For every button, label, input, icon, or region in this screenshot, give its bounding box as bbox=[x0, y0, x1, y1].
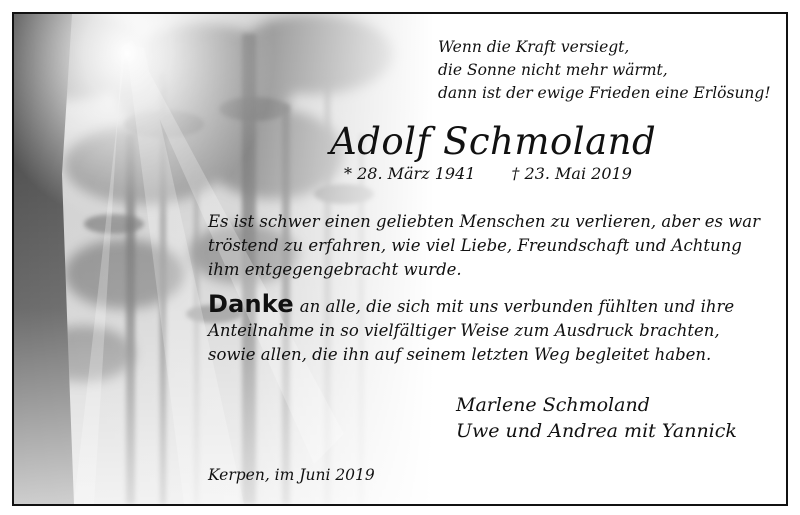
death-date: † 23. Mai 2019 bbox=[511, 164, 632, 183]
thanks-paragraph bbox=[208, 292, 778, 367]
thanks-line-2: Anteilnahme in so vielfältiger Weise zum Ausdruck brachten, bbox=[208, 321, 720, 340]
signatures bbox=[456, 392, 737, 444]
poem-line-2: die Sonne nicht mehr wärmt, bbox=[438, 61, 668, 79]
signature-line-1: Marlene Schmoland bbox=[456, 394, 650, 416]
thanks-word: Danke bbox=[208, 290, 294, 318]
deceased-name: Adolf Schmoland bbox=[330, 120, 657, 163]
place-date: Kerpen, im Juni 2019 bbox=[208, 466, 375, 484]
poem-line-3: dann ist der ewige Frieden eine Erlösung! bbox=[438, 84, 771, 102]
thanks-line-3: sowie allen, die ihn auf seinem letzten Weg begleitet haben. bbox=[208, 345, 712, 364]
message-line-1: Es ist schwer einen geliebten Menschen zu verlieren, aber es war bbox=[208, 212, 761, 231]
message-line-2: tröstend zu erfahren, wie viel Liebe, Freundschaft und Achtung bbox=[208, 236, 742, 255]
message-line-3: ihm entgegengebracht wurde. bbox=[208, 260, 462, 279]
poem bbox=[438, 36, 783, 105]
obituary-card bbox=[12, 12, 788, 506]
message-paragraph bbox=[208, 210, 778, 282]
thanks-line-1: an alle, die sich mit uns verbunden fühlten und ihre bbox=[299, 297, 735, 316]
poem-line-1: Wenn die Kraft versiegt, bbox=[438, 38, 630, 56]
life-dates bbox=[344, 164, 632, 183]
birth-date: * 28. März 1941 bbox=[344, 164, 476, 183]
signature-line-2: Uwe und Andrea mit Yannick bbox=[456, 420, 737, 442]
